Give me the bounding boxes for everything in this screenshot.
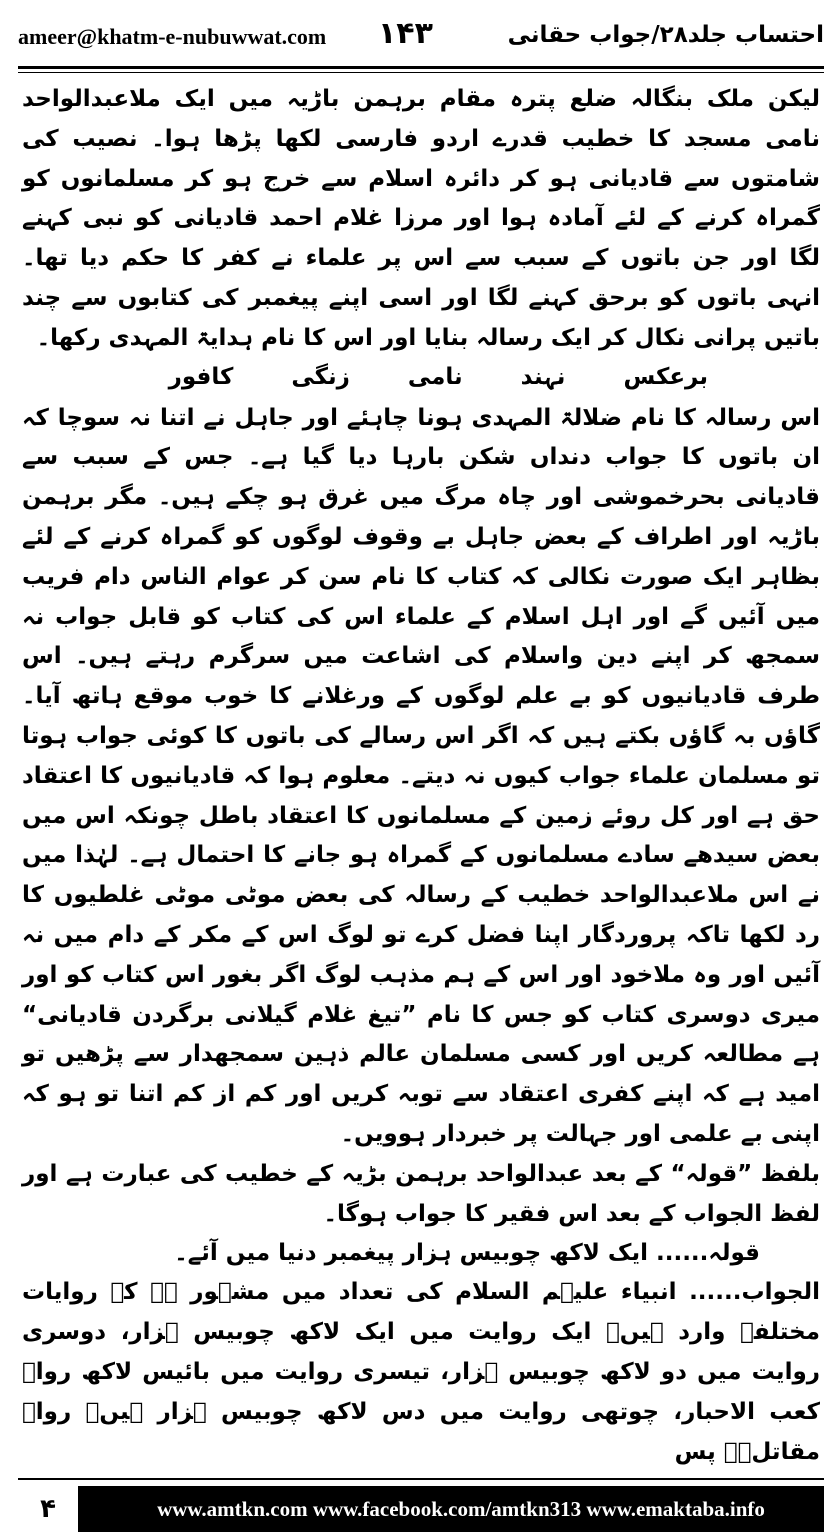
header-email: ameer@khatm-e-nubuwwat.com: [18, 24, 327, 49]
running-title: احتساب جلد۲۸/جواب حقانی: [507, 22, 824, 48]
proverb-word: نامی: [407, 363, 463, 390]
proverb-word: برعکس: [623, 363, 708, 390]
footer-links: www.amtkn.com www.facebook.com/amtkn313 www.emaktaba.info: [157, 1496, 765, 1521]
page-number: ۱۴۳: [378, 16, 433, 51]
footer-rule: [18, 1478, 824, 1480]
proverb-word-row: [22, 359, 820, 399]
proverb-word: نہند: [520, 363, 566, 390]
paragraph-main: اس رسالہ کا نام ضلالۃ المہدی ہونا چاہئے اور جاہل نے اتنا نہ سوچا کہ ان باتوں کا جواب دنداں شکن بارہا دیا گیا ہے۔ جس کے سبب سے قادیانی بحرخموشی اور چاہ مرگ میں غرق ہو چکے ہیں۔ مگر برہمن باڑیہ اور اطراف کے بعض جاہل بے وقوف لوگوں کو گمراہ کرنے کے لئے بظاہر ایک صورت نکالی کہ کتاب کا نام سن کر عوام الناس دام فریب میں آئیں گے اور اہل اسلام کے علماء اس کی کتاب کو قابل جواب نہ سمجھ کر اپنے دین واسلام کی اشاعت میں سرگرم رہتے ہیں۔ اس طرف قادیانیوں کو بے علم لوگوں کے ورغلانے کا خوب موقع ہاتھ آیا۔ گاؤں بہ گاؤں بکتے ہیں کہ اگر اس رسالے کی باتوں کا کوئی جواب ہوتا تو مسلمان علماء جواب کیوں نہ دیتے۔ معلوم ہوا کہ قادیانیوں کا اعتقاد حق ہے اور کل روئے زمین کے مسلمانوں کا اعتقاد باطل چونکہ اس میں بعض سیدھے سادے مسلمانوں کے گمراہ ہو جانے کا احتمال ہے۔ لہٰذا میں نے اس ملاعبدالواحد خطیب کے رسالہ کی بعض موٹی موٹی غلطیوں کا رد لکھا تاکہ پروردگار اپنا فضل کرے تو لوگ اس کے مکر کے دام میں نہ آئیں اور وہ ملاخود اور اس کے ہم مذہب لوگ اگر بغور اس کتاب کو اور میری دوسری کتاب کو جس کا نام ”تیغ غلام گیلانی برگردن قادیانی“ ہے مطالعہ کریں اور کسی مسلمان عالم ذہین سمجھدار سے پڑھیں تو امید ہے کہ اپنے کفری اعتقاد سے توبہ کریں اور کم از کم اتنا تو ہو کہ اپنی بے علمی اور جہالت پر خبردار ہوویں۔: [22, 404, 820, 1147]
proverb-word: کافور: [168, 363, 234, 390]
header-rule: [18, 66, 824, 69]
paragraph-note: بلفظ ”قولہ“ کے بعد عبدالواحد برہمن بڑیہ کے خطیب کی عبارت ہے اور لفظ الجواب کے بعد اس فقیر کا جواب ہوگا۔: [22, 1160, 820, 1227]
page-body: [22, 80, 820, 1470]
page-footer: [18, 1486, 824, 1532]
footer-page-number: ۴: [18, 1486, 98, 1532]
page-header: [18, 14, 824, 64]
proverb-word: زنگی: [291, 363, 350, 390]
qawl-line: قولہ...... ایک لاکھ چوبیس ہزار پیغمبر دنیا میں آئے۔: [174, 1240, 760, 1267]
header-rule-thin: [18, 72, 824, 73]
paragraph-jawab: الجواب...... انبیاء علیہم السلام کی تعداد میں مشہور ہے کہ روایات مختلفہ وارد ہیں۔ ایک روایت میں ایک لاکھ چوبیس ہزار، دوسری روایت میں دو لاکھ چوبیس ہزار، تیسری روایت میں بائیس لاکھ رواہ کعب الاحبار، چوتھی روایت میں دس لاکھ چوبیس ہزار ہیں۔ رواہ مقاتلؒ۔ پس: [22, 1279, 820, 1465]
paragraph-intro: لیکن ملک بنگالہ ضلع پترہ مقام برہمن باڑیہ میں ایک ملاعبدالواحد نامی مسجد کا خطیب قدرے اردو فارسی لکھا پڑھا ہوا۔ نصیب کی شامتوں سے قادیانی ہو کر دائرہ اسلام سے خرج ہو کر مسلمانوں کو گمراہ کرنے کے لئے آمادہ ہوا اور مرزا غلام احمد قادیانی کو نبی کہنے لگا اور جن باتوں کے سبب سے اس پر علماء نے کفر کا حکم دیا تھا۔ انہی باتوں کو برحق کہنے لگا اور اسی اپنے پیغمبر کی کتابوں سے چند باتیں پرانی نکال کر ایک رسالہ بنایا اور اس کا نام ہدایۃ المہدی رکھا۔: [22, 86, 820, 351]
